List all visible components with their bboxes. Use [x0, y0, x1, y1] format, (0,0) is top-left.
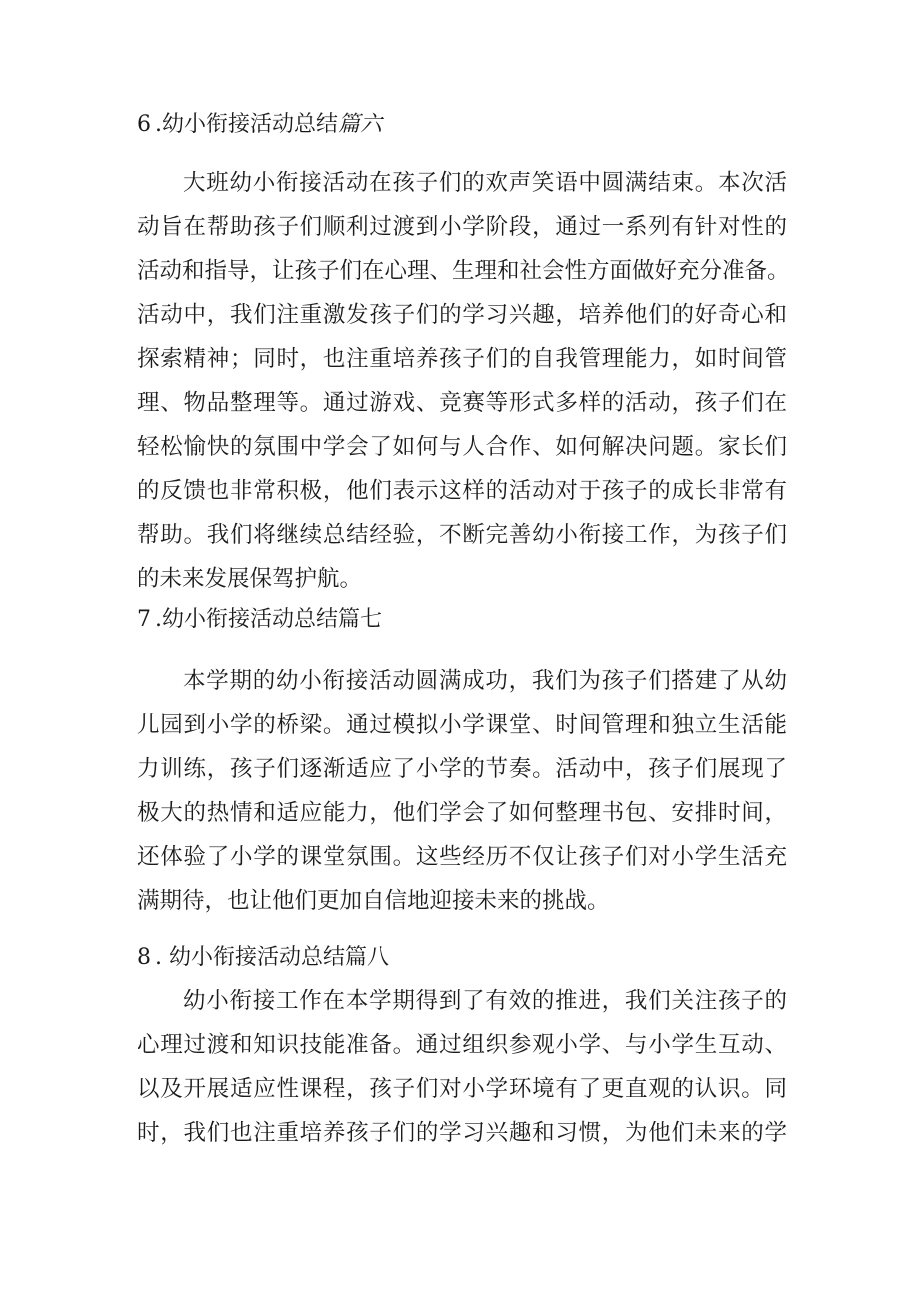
- paragraph-line: 心理过渡和知识技能准备。通过组织参观小学、与小学生互动、: [137, 1032, 787, 1058]
- paragraph-line: 幼小衔接工作在本学期得到了有效的推进，我们关注孩子的: [183, 988, 787, 1014]
- paragraph-line: 动旨在帮助孩子们顺利过渡到小学阶段，通过一系列有针对性的: [137, 214, 787, 240]
- paragraph-line: 本学期的幼小衔接活动圆满成功，我们为孩子们搭建了从幼: [183, 668, 787, 694]
- paragraph-line: 活动和指导，让孩子们在心理、生理和社会性方面做好充分准备。: [137, 258, 790, 284]
- section-8-heading: [137, 943, 389, 973]
- paragraph-line: 帮助。我们将继续总结经验，不断完善幼小衔接工作，为孩子们: [137, 522, 787, 548]
- paragraph-line: 时，我们也注重培养孩子们的学习兴趣和习惯，为他们未来的学: [137, 1120, 787, 1146]
- paragraph-line: 理、物品整理等。通过游戏、竞赛等形式多样的活动，孩子们在: [137, 390, 787, 416]
- paragraph-line: 力训练，孩子们逐渐适应了小学的节奏。活动中，孩子们展现了: [137, 756, 787, 782]
- section-title-suffix: 篇七: [338, 607, 383, 632]
- paragraph-line: 轻松愉快的氛围中学会了如何与人合作、如何解决问题。家长们: [137, 434, 787, 460]
- paragraph-line: 满期待，也让他们更加自信地迎接未来的挑战。: [137, 888, 610, 914]
- section-8-paragraph: [137, 979, 787, 1155]
- section-number: 6: [137, 112, 151, 137]
- section-title-suffix: 篇八: [345, 945, 390, 970]
- section-7-heading: [137, 605, 382, 635]
- paragraph-line: 的反馈也非常积极，他们表示这样的活动对于孩子的成长非常有: [137, 478, 787, 504]
- paragraph-line: 极大的热情和适应能力，他们学会了如何整理书包、安排时间，: [137, 800, 787, 826]
- section-title-suffix: 篇六: [338, 112, 383, 137]
- section-6-paragraph: [137, 161, 790, 601]
- paragraph-line: 大班幼小衔接活动在孩子们的欢声笑语中圆满结束。本次活: [183, 170, 787, 196]
- section-title: .幼小衔接活动总结: [155, 607, 338, 632]
- paragraph-line: 的未来发展保驾护航。: [137, 566, 363, 592]
- paragraph-line: 以及开展适应性课程，孩子们对小学环境有了更直观的认识。同: [137, 1076, 787, 1102]
- paragraph-line: 探索精神；同时，也注重培养孩子们的自我管理能力，如时间管: [137, 346, 787, 372]
- paragraph-line: 还体验了小学的课堂氛围。这些经历不仅让孩子们对小学生活充: [137, 844, 787, 870]
- paragraph-line: 活动中，我们注重激发孩子们的学习兴趣，培养他们的好奇心和: [137, 302, 787, 328]
- section-7-paragraph: [137, 659, 787, 923]
- section-number: 7: [137, 607, 151, 632]
- section-title: .幼小衔接活动总结: [155, 112, 338, 137]
- section-6-heading: [137, 110, 382, 140]
- section-number: 8: [137, 945, 151, 970]
- section-title: . 幼小衔接活动总结: [155, 945, 345, 970]
- paragraph-line: 儿园到小学的桥梁。通过模拟小学课堂、时间管理和独立生活能: [137, 712, 787, 738]
